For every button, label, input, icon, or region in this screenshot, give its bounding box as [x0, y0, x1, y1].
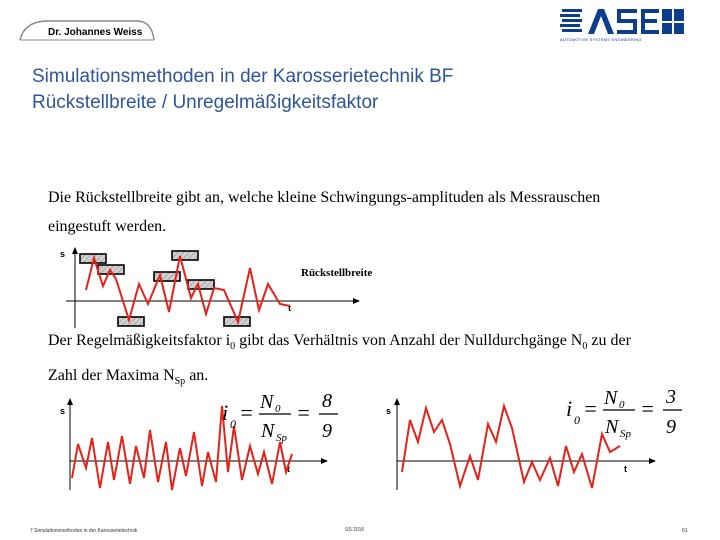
hysteresis-box	[188, 280, 214, 289]
author-name: Dr. Johannes Weiss	[48, 27, 143, 38]
author-logo	[18, 18, 158, 42]
y-axis-arrow	[72, 247, 78, 254]
y-axis-label: s	[386, 406, 392, 416]
formula-numerator: N	[260, 391, 274, 413]
rueckstellbreite-annotation: Rückstellbreite	[301, 267, 373, 279]
paragraph-2-line-1	[48, 326, 688, 361]
formula-i: i	[222, 400, 229, 425]
x-axis-arrow	[649, 458, 656, 464]
footer-semester: SS 2016	[345, 527, 365, 533]
x-axis-arrow	[321, 458, 328, 464]
y-axis-label: s	[60, 406, 66, 416]
paragraph-1-line-2: eingestuft werden.	[48, 218, 167, 235]
paragraph-rueckstellbreite	[48, 183, 688, 241]
formula-i0-example-2	[566, 386, 682, 440]
p2-text-b: gibt das Verhältnis von Anzahl der Nulldurchgänge N	[235, 332, 583, 349]
p2-sub-0: 0	[230, 341, 236, 353]
title-line-1: Simulationsmethoden in der Karosserietechnik BF	[32, 66, 454, 87]
p2-text-c: zu der	[587, 332, 631, 349]
formula-numerator-sub: 0	[275, 403, 281, 415]
p2-text-a: Der Regelmäßigkeitsfaktor i	[48, 332, 231, 349]
footer-course: 7 Simulationsmethoden in der Karosserietechnik	[30, 528, 138, 534]
title-line-2: Rückstellbreite / Unregelmäßigkeitsfaktor	[32, 92, 379, 113]
figure-irregularity-example-1	[56, 382, 346, 494]
formula-eq-2: =	[640, 396, 655, 421]
formula-eq: =	[583, 396, 598, 421]
logo-tagline: AUTOMOTIVE SYSTEMS ENGINEERING	[560, 37, 642, 42]
p2-text-d: Zahl der Maxima N	[48, 367, 175, 385]
footer-page-number: 61	[682, 528, 688, 534]
p2-sub-1: 0	[582, 341, 588, 353]
y-axis-arrow	[67, 398, 73, 405]
hysteresis-box	[172, 251, 198, 260]
formula-denominator-sub: Sp	[276, 432, 287, 444]
formula-i: i	[566, 396, 573, 421]
y-axis-arrow	[394, 398, 400, 405]
x-axis-label: t	[288, 303, 291, 313]
formula-denominator: N	[605, 416, 619, 438]
paragraph-1-line-1: Die Rückstellbreite gibt an, welche kleine Schwingungs-amplituden als Messrauschen	[48, 189, 601, 206]
fraction-numerator: 3	[666, 386, 676, 408]
formula-i-sub: 0	[230, 417, 236, 431]
slide-title	[32, 64, 453, 116]
formula-numerator-sub: 0	[619, 399, 625, 411]
hysteresis-box	[118, 317, 144, 326]
formula-eq-2: =	[296, 400, 311, 425]
y-axis-label: s	[60, 249, 66, 259]
formula-i0-example-1	[222, 390, 338, 444]
x-axis-label: t	[624, 464, 627, 474]
formula-eq: =	[239, 400, 254, 425]
formula-i-sub: 0	[574, 413, 580, 427]
x-axis-label: t	[287, 464, 290, 474]
formula-numerator: N	[604, 387, 618, 409]
figure-irregularity-example-2	[380, 382, 690, 494]
figure-rueckstellbreite	[56, 244, 396, 334]
x-axis-arrow	[353, 298, 360, 304]
formula-denominator-sub: Sp	[620, 428, 631, 440]
signal-curve	[72, 406, 292, 490]
p2-sub-2: Sp	[174, 376, 186, 388]
fraction-denominator: 9	[666, 416, 676, 438]
ase-logo-mark	[560, 6, 688, 38]
p2-text-e: an.	[185, 367, 209, 385]
formula-denominator: N	[261, 420, 275, 442]
ase-logo	[560, 6, 688, 46]
fraction-numerator: 8	[322, 390, 332, 412]
fraction-denominator: 9	[322, 420, 332, 442]
